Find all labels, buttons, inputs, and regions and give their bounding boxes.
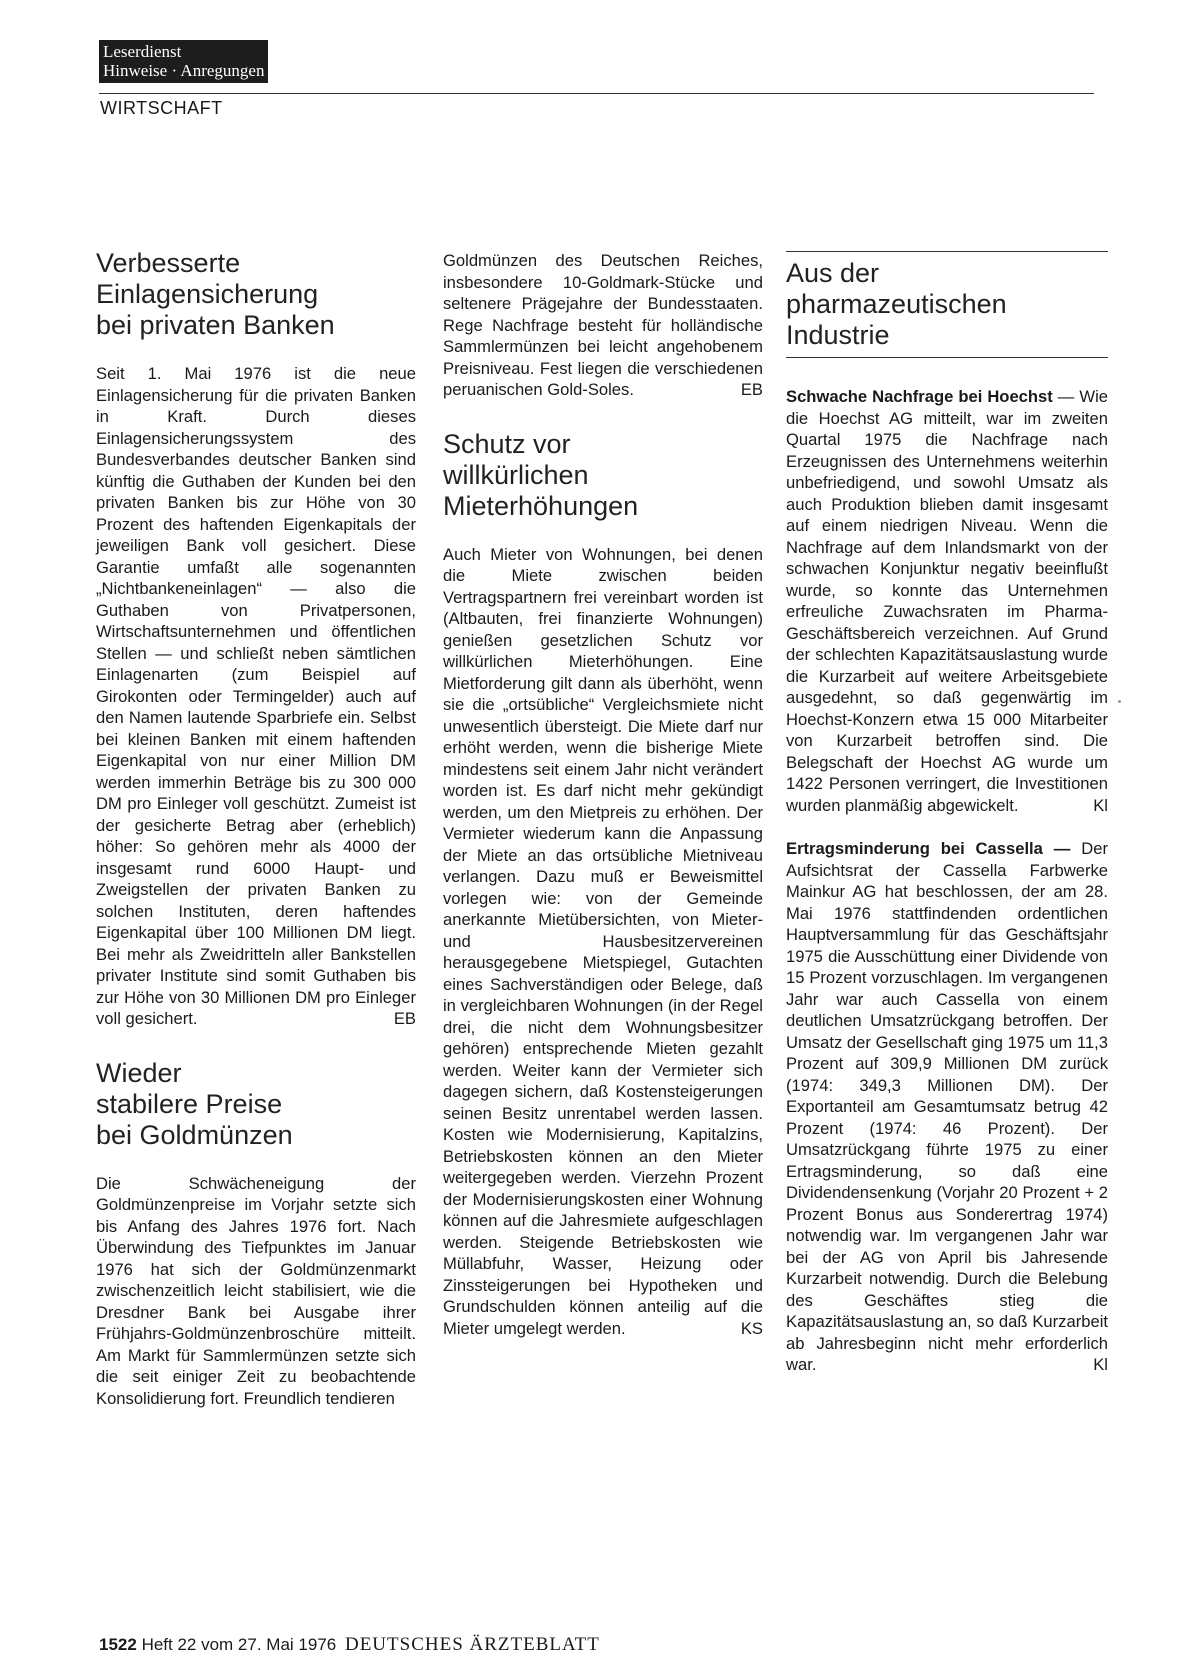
headline-line: Wieder	[96, 1057, 182, 1088]
headline-line: Aus der	[786, 258, 880, 288]
author-signature: EB	[393, 1009, 416, 1028]
body-text: Seit 1. Mai 1976 ist die neue Einlagensicherung für die privaten Banken in Kraft. Durch dieses Einlagensicherungssystem des Bundesverbandes deutscher Banken sind künftig die Guthaben der Kunden bei den privaten Banken bis zur Höhe von 30 Prozent des haftenden Eigenkapitals der jeweiligen Bank voll gesichert. Diese Garantie umfaßt alle sogenannten „Nichtbankeneinlagen“ — also die Guthaben von Privatpersonen, Wirtschaftsunternehmen und öffentlichen Stellen — und schließt neben sämtlichen Einlagenarten (zum Beispiel auf Girokonten oder Termingelder) auch auf den Namen lautende Sparbriefe ein. Selbst bei kleinen Banken mit einem haftenden Eigenkapital von nur einer Million DM werden immerhin Beträge bis zu 300 000 DM pro Einleger voll geschützt. Zumeist ist der gesicherte Betrag aber (erheblich) höher: So gehören mehr als 4000 der insgesamt rund 6000 Haupt- und Zweigstellen der privaten Banken zu solchen Instituten, deren haftendes Eigenkapital über 100 Millionen DM liegt. Bei mehr als Zweidritteln aller Bankstellen privater Institute sind somit Guthaben bis zur Höhe von 30 Millionen DM pro Einleger voll gesichert.	[96, 364, 416, 1028]
author-signature: KS	[740, 1318, 763, 1338]
headline-line: Mieterhöhungen	[443, 490, 639, 521]
headline-line: stabilere Preise	[96, 1088, 283, 1119]
article-body-goldmuenzen-part1: Die Schwächeneigung der Goldmünzenpreise im Vorjahr setzte sich bis Anfang des Jahres 1976 fort. Nach Überwindung des Tiefpunktes im Januar 1976 hat sich der Goldmünzenmarkt zwischenzeitlich leicht stabilisiert, wie die Dresdner Bank bei Ausgabe ihrer Frühjahrs-Goldmünzenbroschüre mitteilt. Am Markt für Sammlermünzen setzte sich die seit einiger Zeit zu beobachtende Konsolidierung fort. Freundlich tendieren	[96, 1173, 416, 1408]
column-3	[786, 251, 1108, 1376]
page-number: 1522	[99, 1635, 137, 1654]
section-rubric: WIRTSCHAFT	[100, 98, 223, 118]
badge-line-1: Leserdienst	[103, 42, 182, 61]
article-body-goldmuenzen-part2	[443, 250, 763, 401]
headline-line: willkürlichen	[443, 459, 589, 490]
scan-speck	[1118, 700, 1121, 703]
headline-line: Industrie	[786, 320, 890, 350]
article-body-mieterhoehungen	[443, 544, 763, 1340]
headline-goldmuenzen	[96, 1058, 416, 1151]
page-footer	[99, 1634, 600, 1656]
article-body-einlagensicherung	[96, 363, 416, 1030]
author-signature: Kl	[1093, 1355, 1108, 1374]
leserdienst-badge	[99, 40, 268, 83]
headline-line: bei privaten Banken	[96, 310, 335, 340]
article-body-cassella	[786, 838, 1108, 1376]
headline-einlagensicherung	[96, 248, 416, 341]
headline-line: Einlagensicherung	[96, 279, 319, 309]
column-1	[96, 248, 416, 1409]
subheading-hoechst: Schwache Nachfrage bei Hoechst	[786, 387, 1053, 406]
body-text: — Wie die Hoechst AG mitteilt, war im zweiten Quartal 1975 die Nachfrage nach Erzeugnissen des Unternehmens weiterhin unbefriedigend, und sowohl Umsatz als auch Produktion blieben damit insgesamt auf einem niedrigen Niveau. Wenn die Nachfrage auf dem Inlandsmarkt von der schwachen Konjunktur negativ beeinflußt wurde, so konnte das Unternehmen erfreuliche Zuwachsraten im Pharma-Geschäftsbereich verzeichnen. Auf Grund der schlechten Kapazitätsauslastung wurde die Kurzarbeit auf weitere Arbeitsgebiete ausgedehnt, so daß gegenwärtig im Hoechst-Konzern etwa 15 000 Mitarbeiter von Kurzarbeit betroffen sind. Die Belegschaft der Hoechst AG wurde um 1422 Personen verringert, die Investitionen wurden planmäßig abgewickelt.	[786, 387, 1108, 815]
headline-line: bei Goldmünzen	[96, 1119, 293, 1150]
subheading-cassella: Ertragsminderung bei Cassella —	[786, 839, 1071, 858]
headline-pharma	[786, 258, 1108, 351]
body-text: Der Aufsichtsrat der Cassella Farbwerke Mainkur AG hat beschlossen, der am 28. Mai 1976 stattfindenden ordentlichen Hauptversammlung für das Geschäftsjahr 1975 die Ausschüttung einer Dividende von 15 Prozent vorzuschlagen. Im vergangenen Jahr war auch Cassella von einem deutlichen Umsatzrückgang betroffen. Der Umsatz der Gesellschaft ging 1975 um 11,3 Prozent auf 309,9 Millionen DM zurück (1974: 349,3 Millionen DM). Der Exportanteil am Gesamtumsatz betrug 42 Prozent (1974: 46 Prozent). Der Umsatzrückgang führte 1975 zu einer Ertragsminderung, so daß eine Dividendensenkung (Vorjahr 20 Prozent + 2 Prozent Bonus aus Sonderertrag 1974) notwendig war. Im vergangenen Jahr war bei der AG von April bis Jahresende Kurzarbeit notwendig. Durch die Belebung des Geschäftes stieg die Kapazitätsauslastung an, so daß Kurzarbeit ab Jahresbeginn nicht mehr erforderlich war.	[786, 839, 1108, 1374]
headline-line: Verbesserte	[96, 248, 241, 278]
headline-line: pharmazeutischen	[786, 289, 1007, 319]
badge-line-2: Hinweise · Anregungen	[103, 61, 265, 80]
journal-name: DEUTSCHES ÄRZTEBLATT	[344, 1634, 600, 1655]
author-signature: Kl	[1093, 795, 1108, 815]
article-body-hoechst	[786, 386, 1108, 816]
body-text: Goldmünzen des Deutschen Reiches, insbesondere 10-Goldmark-Stücke und seltenere Prägejahre der Bundesstaaten. Rege Nachfrage besteht für holländische Sammlermünzen bei leicht angehobenem Preisniveau. Fest liegen die verschiedenen peruanischen Gold-Soles.	[443, 251, 763, 399]
issue-info: Heft 22 vom 27. Mai 1976	[141, 1635, 337, 1654]
header-rule	[99, 93, 1094, 94]
body-text: Auch Mieter von Wohnungen, bei denen die Miete zwischen beiden Vertragspartnern frei vereinbart worden ist (Altbauten, frei finanzierte Wohnungen) genießen gesetzlichen Schutz vor willkürlichen Mieterhöhungen. Eine Mietforderung gilt dann als überhöht, wenn sie die „ortsübliche“ Vergleichsmiete nicht unwesentlich übersteigt. Die Miete darf nur erhöht werden, wenn die bisherige Miete mindestens seit einem Jahr nicht verändert worden ist. Es darf nicht mehr gekündigt werden, um den Mietpreis zu erhöhen. Der Vermieter wiederum kann die Anpassung der Miete an das ortsübliche Mietniveau verlangen. Dazu muß er Beweismittel vorlegen wie: von der Gemeinde anerkannte Mietübersichten, von Mieter- und Hausbesitzervereinen herausgegebene Mietspiegel, Gutachten eines Sachverständigen oder Belege, daß in vergleichbaren Wohnungen (in der Regel drei, die nicht dem Wohnungsbesitzer gehören) entsprechende Mieten gezahlt werden. Weiter kann der Vermieter sich dagegen sichern, daß Kostensteigerungen seinen Besitz unrentabel werden lassen. Kosten wie Modernisierung, Kapitalzins, Betriebskosten können an den Mieter weitergegeben werden. Vierzehn Prozent der Modernisierungskosten einer Wohnung können auf die Jahresmiete aufgeschlagen werden. Steigende Betriebskosten wie Müllabfuhr, Wasser, Heizung oder Zinssteigerungen bei Hypotheken und Grundschulden können anteilig auf die Mieter umgelegt werden.	[443, 544, 763, 1338]
headline-mieterhoehungen	[443, 429, 763, 522]
section-header-box	[786, 251, 1108, 358]
author-signature: EB	[740, 380, 763, 399]
column-2	[443, 250, 763, 1339]
headline-line: Schutz vor	[443, 428, 571, 459]
